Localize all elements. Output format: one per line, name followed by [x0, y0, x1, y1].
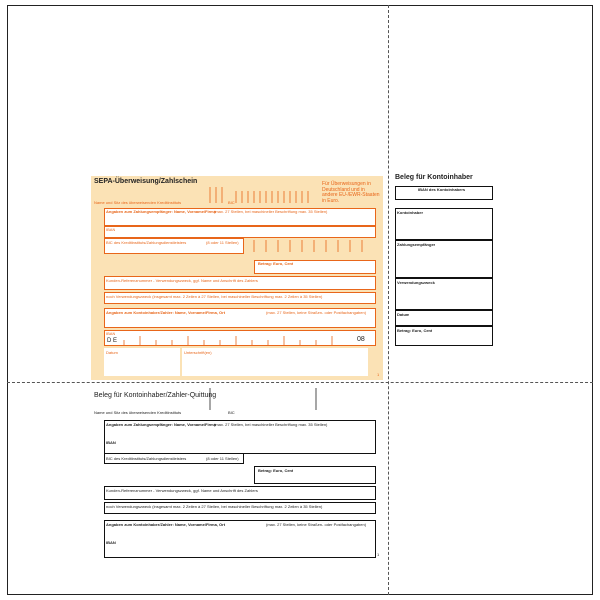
receipt-bank-ticks: [208, 386, 318, 412]
receipt-payer-hint: (max. 27 Stellen, keine Straßen- oder Postfachangaben): [266, 522, 367, 527]
receipt-payer-label: Angaben zum Kontoinhaber/Zahler: Name, Vorname/Firma, Ort: [106, 522, 226, 527]
payee-iban-label: IBAN: [106, 227, 116, 232]
stub-date-label: Datum: [397, 312, 410, 317]
receipt-corner-mark: 1: [377, 552, 380, 557]
receipt-bic-label: BIC: [228, 410, 235, 415]
payer-label: Angaben zum Kontoinhaber/Zahler: Name, Vorname/Firma, Ort: [106, 310, 226, 315]
receipt-bank-label: Name und Sitz des überweisenden Kreditinstituts: [94, 410, 182, 415]
payee-iban-field[interactable]: [104, 226, 376, 238]
amount-label: Betrag: Euro, Cent: [258, 261, 294, 266]
stub-amount-label: Betrag: Euro, Cent: [397, 328, 433, 333]
reference2-label: noch Verwendungszweck (insgesamt max. 2 Zeilen à 27 Stellen, bei maschineller Beschriftung max. 2 Zeilen à 35 Stellen): [106, 294, 323, 299]
iban-ticks: [120, 334, 350, 346]
receipt-reference2-label: noch Verwendungszweck (insgesamt max. 2 Zeilen à 27 Stellen, bei maschineller Beschriftung max. 2 Zeilen à 35 Stellen): [106, 504, 323, 509]
payee-hint: (max. 27 Stellen, bei maschineller Beschriftung max. 35 Stellen): [214, 209, 328, 214]
transfer-bic-label: BIC: [228, 200, 235, 205]
bank-ticks: [208, 183, 316, 205]
receipt-bic-payee-label: BIC des Kreditinstituts/Zahlungsdienstleisters: [106, 456, 187, 461]
stub-payee-label: Zahlungsempfänger: [397, 242, 436, 247]
receipt-title: Beleg für Kontoinhaber/Zahler-Quittung: [94, 392, 217, 399]
receipt-reference-label: Kunden-Referenznummer - Verwendungszweck, ggf. Name und Anschrift des Zahlers: [106, 488, 258, 493]
date-label: Datum: [106, 350, 118, 355]
horizontal-cut-line: [7, 382, 593, 383]
signature-label: Unterschrift(en): [184, 350, 212, 355]
receipt-amount-label: Betrag: Euro, Cent: [258, 468, 294, 473]
stub-holder-label: Kontoinhaber: [397, 210, 423, 215]
stub-title: Beleg für Kontoinhaber: [395, 174, 473, 181]
payer-hint: (max. 27 Stellen, keine Straßen- oder Postfachangaben): [266, 310, 367, 315]
bic-ticks: [244, 238, 376, 260]
transfer-form-title: SEPA-Überweisung/Zahlschein: [94, 178, 198, 185]
reference-label: Kunden-Referenznummer - Verwendungszweck, ggf. Name und Anschrift des Zahlers: [106, 278, 258, 283]
receipt-iban2-label: IBAN: [106, 540, 116, 545]
receipt-payee-label: Angaben zum Zahlungsempfänger: Name, Vorname/Firma: [106, 422, 216, 427]
payee-label: Angaben zum Zahlungsempfänger: Name, Vorname/Firma: [106, 209, 216, 214]
receipt-iban-label: IBAN: [106, 440, 116, 445]
stub-purpose-label: Verwendungszweck: [397, 280, 435, 285]
stub-date-field[interactable]: [395, 310, 493, 326]
transfer-side-note: Für Überweisungen in Deutschland und in andere EU-/EWR-Staaten in Euro.: [322, 181, 380, 204]
vertical-cut-line: [388, 5, 389, 595]
receipt-payee-hint: (max. 27 Stellen, bei maschineller Beschriftung max. 35 Stellen): [214, 422, 328, 427]
payer-iban-label: IBAN: [106, 331, 116, 336]
receipt-bic-field[interactable]: [104, 454, 244, 464]
transfer-corner-mark: 1: [377, 372, 380, 377]
payee-bic-label: BIC des Kreditinstituts/Zahlungsdienstleisters: [106, 240, 187, 245]
stub-iban-label: IBAN des Kontoinhabers: [418, 187, 466, 192]
iban-country-prefix: D E: [107, 338, 118, 344]
receipt-bic-payee-hint: (8 oder 11 Stellen): [206, 456, 239, 461]
payee-bic-hint: (8 oder 11 Stellen): [206, 240, 239, 245]
transfer-bank-label: Name und Sitz des überweisenden Kreditinstituts: [94, 200, 182, 205]
form-code: 08: [357, 336, 365, 343]
